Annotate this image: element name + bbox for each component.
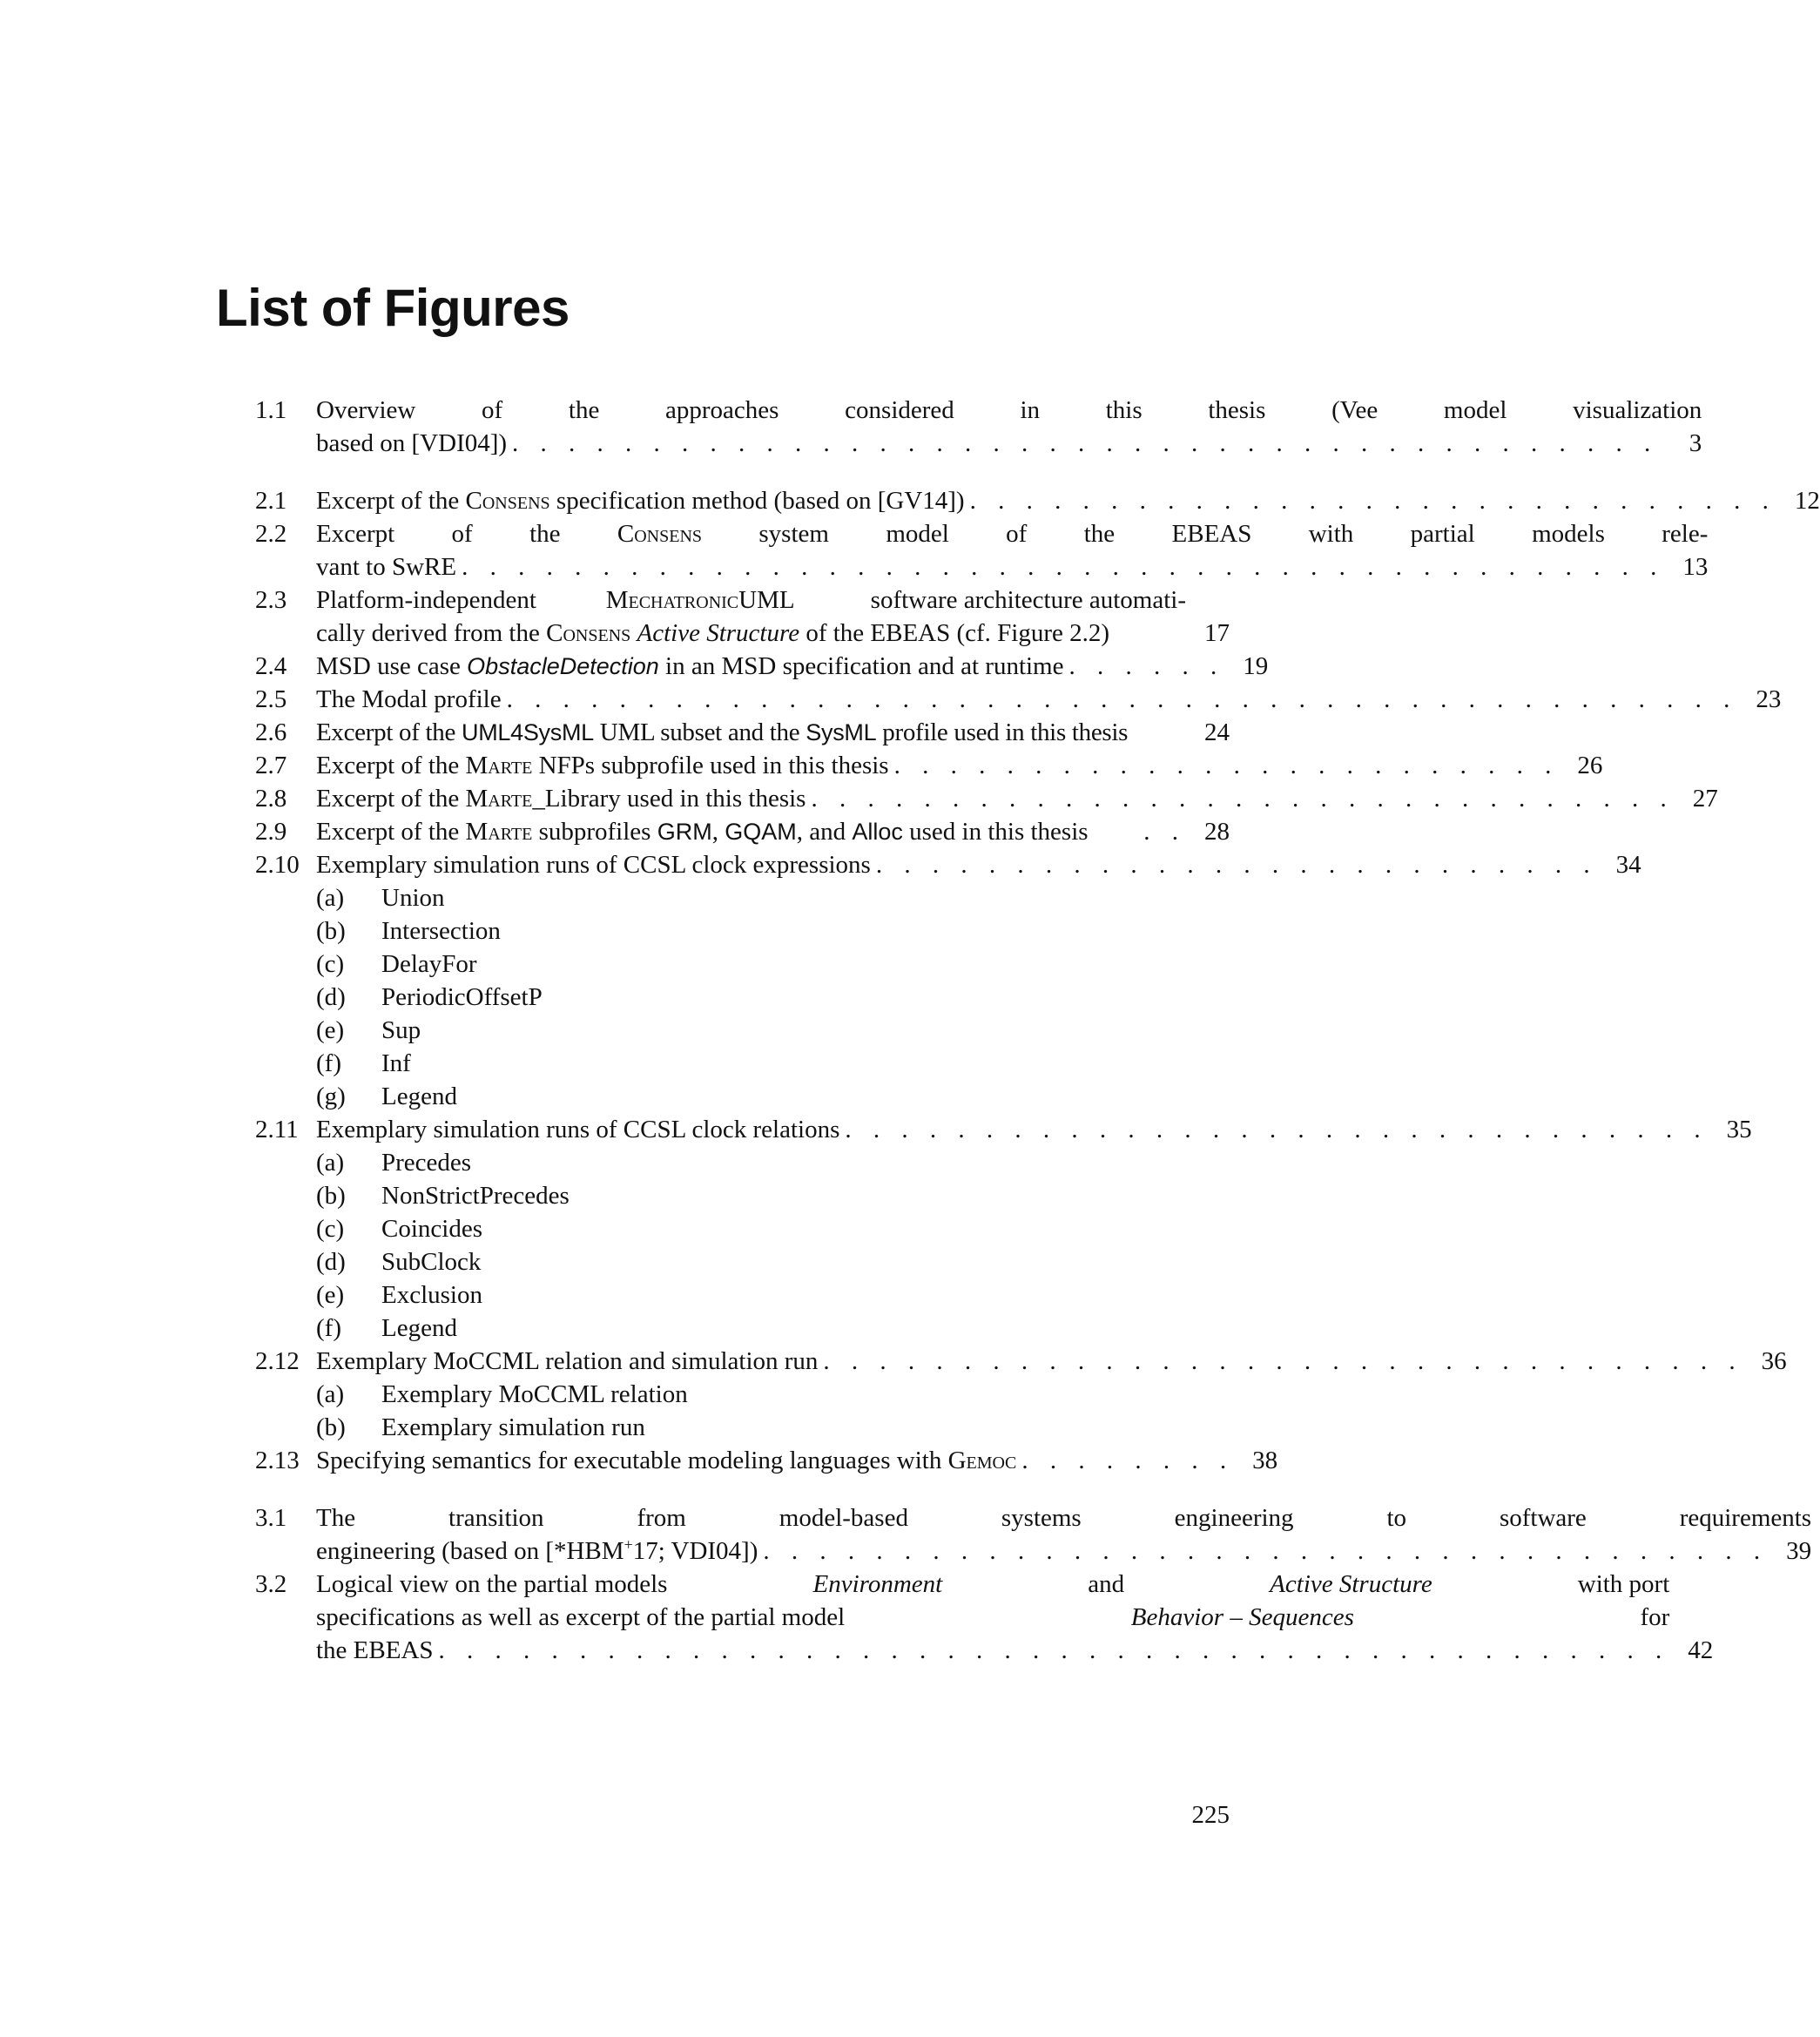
leader-dots: . . . . . . [1068,652,1225,680]
page-number: 19 [1243,652,1269,680]
subfigure-entry[interactable] [216,1014,1230,1047]
subfigure-label: (b) [316,1413,346,1441]
caption-text: Excerpt of the [316,752,466,779]
subfigure-entry[interactable] [216,914,1230,948]
page-title: List of Figures [216,279,570,337]
subfigure-caption: Inf [381,1049,411,1077]
caption-text: specification method (based on [GV14]) [549,487,965,515]
figure-caption-line: The transition from model-based systems engineering to software requirements [316,1504,1812,1532]
figure-entry-1-1[interactable] [216,394,1702,460]
caption-text: UML subset and the [593,718,806,746]
caption-text: MSD use case [316,652,468,680]
subfigure-label: (a) [316,884,345,912]
subfigure-label: (f) [316,1049,341,1077]
caption-text: for [1634,1603,1670,1631]
caption-text [630,619,637,647]
page-number: 35 [1726,1116,1752,1143]
subfigure-entry[interactable] [216,1378,1230,1411]
subfigure-entry[interactable] [216,1212,1230,1245]
page-number: 36 [1761,1347,1787,1375]
figure-entry-2-9[interactable] [216,815,1230,848]
subfigure-entry[interactable] [216,881,1230,914]
page-number: 28 [1204,818,1230,846]
figure-number: 2.7 [255,752,287,779]
subfigure-entry[interactable] [216,1146,1230,1179]
caption-smallcaps: Consens [465,487,550,515]
caption-italic: Active Structure [637,619,800,647]
leader-dots: . . . . . . . . . . . . . . . . . . . . . . . . . . . . . . . . . . . . . . . . . . . . [438,1636,1670,1664]
subfigure-entry[interactable] [216,1245,1230,1278]
subfigure-caption: Union [381,884,445,912]
subfigure-caption: NonStrictPrecedes [381,1182,570,1210]
caption-text: _Library used in this thesis [532,785,806,813]
leader-dots: . . . . . . . . . . . . . . . . . . . . . . . . . . . . . . . [845,1116,1709,1143]
figure-entry-2-7[interactable] [216,749,1603,782]
leader-dots: . . . . . . . . . . . . . . . . . . . . . . . . . . . . . [969,487,1776,515]
figure-caption-line: Overview of the approaches considered in this thesis (Vee model visualization [316,396,1702,424]
figure-number: 2.9 [255,818,287,846]
subfigure-entry[interactable] [216,1047,1230,1080]
figure-caption-line: Exemplary simulation runs of CCSL clock relations [316,1116,840,1143]
figure-number: 2.4 [255,652,287,680]
subfigure-list [216,1146,1230,1345]
subfigure-label: (b) [316,917,346,945]
page-number: 12 [1794,487,1820,515]
page-number: 42 [1688,1636,1714,1664]
caption-text: Excerpt of the [316,487,466,515]
figure-number: 2.12 [255,1347,300,1375]
page-number: 27 [1692,785,1718,813]
caption-smallcaps: MechatronicUML [605,586,795,614]
subfigure-label: (d) [316,1248,346,1276]
caption-smallcaps: Consens [617,520,703,548]
page-number: 24 [1204,718,1230,746]
subfigure-caption: Legend [381,1083,457,1110]
figure-number: 2.6 [255,718,287,746]
caption-text: cally derived from the [316,619,547,647]
page-number: 3 [1689,429,1702,457]
subfigure-entry[interactable] [216,981,1230,1014]
subfigure-caption: Precedes [381,1149,472,1177]
subfigure-caption: Exemplary MoCCML relation [381,1380,688,1408]
leader-dots: . . . . . . . . . . . . . . . . . . . . . . . . . . . . . . . . . . . . [763,1537,1769,1565]
caption-text: Excerpt of the [316,818,466,846]
list-of-figures [216,394,1820,1667]
subfigure-label: (e) [316,1281,345,1309]
caption-text: engineering (based on [*HBM [316,1537,624,1565]
figure-caption-line: the EBEAS [316,1636,434,1664]
figure-entry-2-12[interactable] [216,1345,1787,1378]
subfigure-caption: Legend [381,1314,457,1342]
subfigure-entry[interactable] [216,1411,1230,1444]
leader-dots: . . . . . . . . . . . . . . . . . . . . . . . . . . [875,851,1598,879]
figure-entry-3-2[interactable] [216,1568,1714,1667]
figure-entry-2-11[interactable] [216,1113,1752,1146]
caption-text: Specifying semantics for executable modeling languages with [316,1447,948,1474]
page-number: 38 [1252,1447,1278,1474]
caption-text: NFPs subprofile used in this thesis [532,752,889,779]
caption-code: Alloc [852,819,903,845]
leader-dots: . . . . . . . . . . . . . . . . . . . . . . . . . . . . . . . . . . . . . . . . . . . [462,553,1665,581]
page-number: 26 [1577,752,1603,779]
subfigure-label: (a) [316,1380,345,1408]
subfigure-caption: SubClock [381,1248,482,1276]
caption-text: specifications as well as excerpt of the partial model [316,1603,852,1631]
figure-number: 2.8 [255,785,287,813]
caption-smallcaps: Marte [465,818,533,846]
figure-entry-3-1[interactable] [216,1501,1812,1568]
caption-code: GRM [657,819,712,845]
subfigure-caption: DelayFor [381,950,477,978]
leader-dots: . . . . . . . . . . . . . . . . . . . . . . . . . . . . . . . [811,785,1675,813]
caption-text: , [711,818,725,846]
subfigure-label: (d) [316,983,346,1011]
figure-number: 2.2 [255,520,287,548]
subfigure-label: (c) [316,950,345,978]
figure-number: 2.1 [255,487,287,515]
caption-text: Excerpt of the [316,718,462,746]
figure-number: 2.13 [255,1447,300,1474]
figure-number: 2.11 [255,1116,299,1143]
subfigure-entry[interactable] [216,948,1230,981]
caption-smallcaps: Marte [465,785,533,813]
figure-caption-line: Exemplary MoCCML relation and simulation run [316,1347,819,1375]
page-number: 39 [1786,1537,1812,1565]
leader-dots: . . . . . . . . . . . . . . . . . . . . . . . . . . . . . . . . . [823,1347,1743,1375]
caption-smallcaps: Gemoc [947,1447,1017,1474]
figure-caption-line: vant to SwRE [316,553,457,581]
caption-smallcaps: Consens [546,619,631,647]
caption-code: GQAM [725,819,797,845]
figure-entry-2-2[interactable] [216,517,1709,583]
caption-italic: Environment [812,1570,943,1598]
caption-text: in an MSD specification and at runtime [658,652,1064,680]
caption-text: system model of the EBEAS with partial models rele- [702,520,1709,548]
caption-text: , and [796,818,853,846]
figure-entry-2-4[interactable] [216,650,1269,683]
figure-caption-line: The Modal profile [316,685,502,713]
caption-text: with port [1571,1570,1670,1598]
caption-text: Platform-independent [316,586,536,614]
figure-entry-2-10[interactable] [216,848,1641,881]
page-number: 34 [1615,851,1641,879]
subfigure-caption: Intersection [381,917,501,945]
caption-text: Excerpt of the [316,785,466,813]
subfigure-label: (e) [316,1016,345,1044]
figure-number: 2.5 [255,685,287,713]
subfigure-entry[interactable] [216,1278,1230,1312]
subfigure-list [216,1378,1230,1444]
page-number: 17 [1204,619,1230,647]
caption-text: software architecture automati- [864,586,1186,614]
figure-caption-line: based on [VDI04]) [316,429,508,457]
caption-text: Logical view on the partial models [316,1570,674,1598]
figure-number: 2.3 [255,586,287,614]
subfigure-label: (a) [316,1149,345,1177]
subfigure-label: (c) [316,1215,345,1243]
subfigure-entry[interactable] [216,1080,1230,1113]
caption-text: profile used in this thesis [876,718,1129,746]
subfigure-label: (g) [316,1083,346,1110]
subfigure-label: (b) [316,1182,346,1210]
figure-entry-2-6[interactable] [216,716,1230,749]
caption-italic: Active Structure [1270,1570,1432,1598]
figure-entry-2-5[interactable] [216,683,1782,716]
page-number: 23 [1756,685,1782,713]
subfigure-caption: Sup [381,1016,421,1044]
figure-number: 3.2 [255,1570,287,1598]
caption-text: and [1082,1570,1131,1598]
caption-text: – [1223,1603,1250,1631]
figure-number: 3.1 [255,1504,287,1532]
figure-entry-2-8[interactable] [216,782,1718,815]
figure-entry-2-13[interactable] [216,1444,1278,1477]
leader-dots: . . [1143,818,1186,846]
subfigure-entry[interactable] [216,1179,1230,1212]
subfigure-caption: PeriodicOffsetP [381,983,543,1011]
caption-code-italic: ObstacleDetection [467,653,659,679]
subfigure-label: (f) [316,1314,341,1342]
caption-text: subprofiles [532,818,657,846]
leader-dots: . . . . . . . . . . . . . . . . . . . . . . . . . . . . . . . . . . . . . . . . . [512,429,1659,457]
subfigure-caption: Exemplary simulation run [381,1413,645,1441]
subfigure-caption: Exclusion [381,1281,482,1309]
leader-dots: . . . . . . . . . . . . . . . . . . . . . . . . [893,752,1560,779]
figure-entry-2-3[interactable] [216,583,1230,650]
caption-superscript: + [624,1535,633,1554]
caption-text: Excerpt of the [316,520,617,548]
leader-dots: . . . . . . . . . . . . . . . . . . . . . . . . . . . . . . . . . . . . . . . . . . . . [506,685,1738,713]
caption-smallcaps: Marte [465,752,533,779]
subfigure-entry[interactable] [216,1312,1230,1345]
figure-entry-2-1[interactable] [216,484,1820,517]
figure-caption-line: Exemplary simulation runs of CCSL clock expressions [316,851,871,879]
leader-dots: . . . . . . . . [1021,1447,1235,1474]
page-number: 13 [1682,553,1709,581]
caption-code: SysML [806,719,877,745]
caption-italic: Sequences [1249,1603,1354,1631]
caption-text: used in this thesis [902,818,1089,846]
page-folio: 225 [1191,1801,1230,1829]
caption-text: of the EBEAS (cf. Figure 2.2) [799,619,1110,647]
subfigure-list [216,881,1230,1113]
figure-number: 2.10 [255,851,300,879]
figure-number: 1.1 [255,396,287,424]
caption-code: UML4SysML [462,719,594,745]
subfigure-caption: Coincides [381,1215,482,1243]
caption-italic: Behavior [1130,1603,1224,1631]
caption-text: 17; VDI04]) [632,1537,758,1565]
